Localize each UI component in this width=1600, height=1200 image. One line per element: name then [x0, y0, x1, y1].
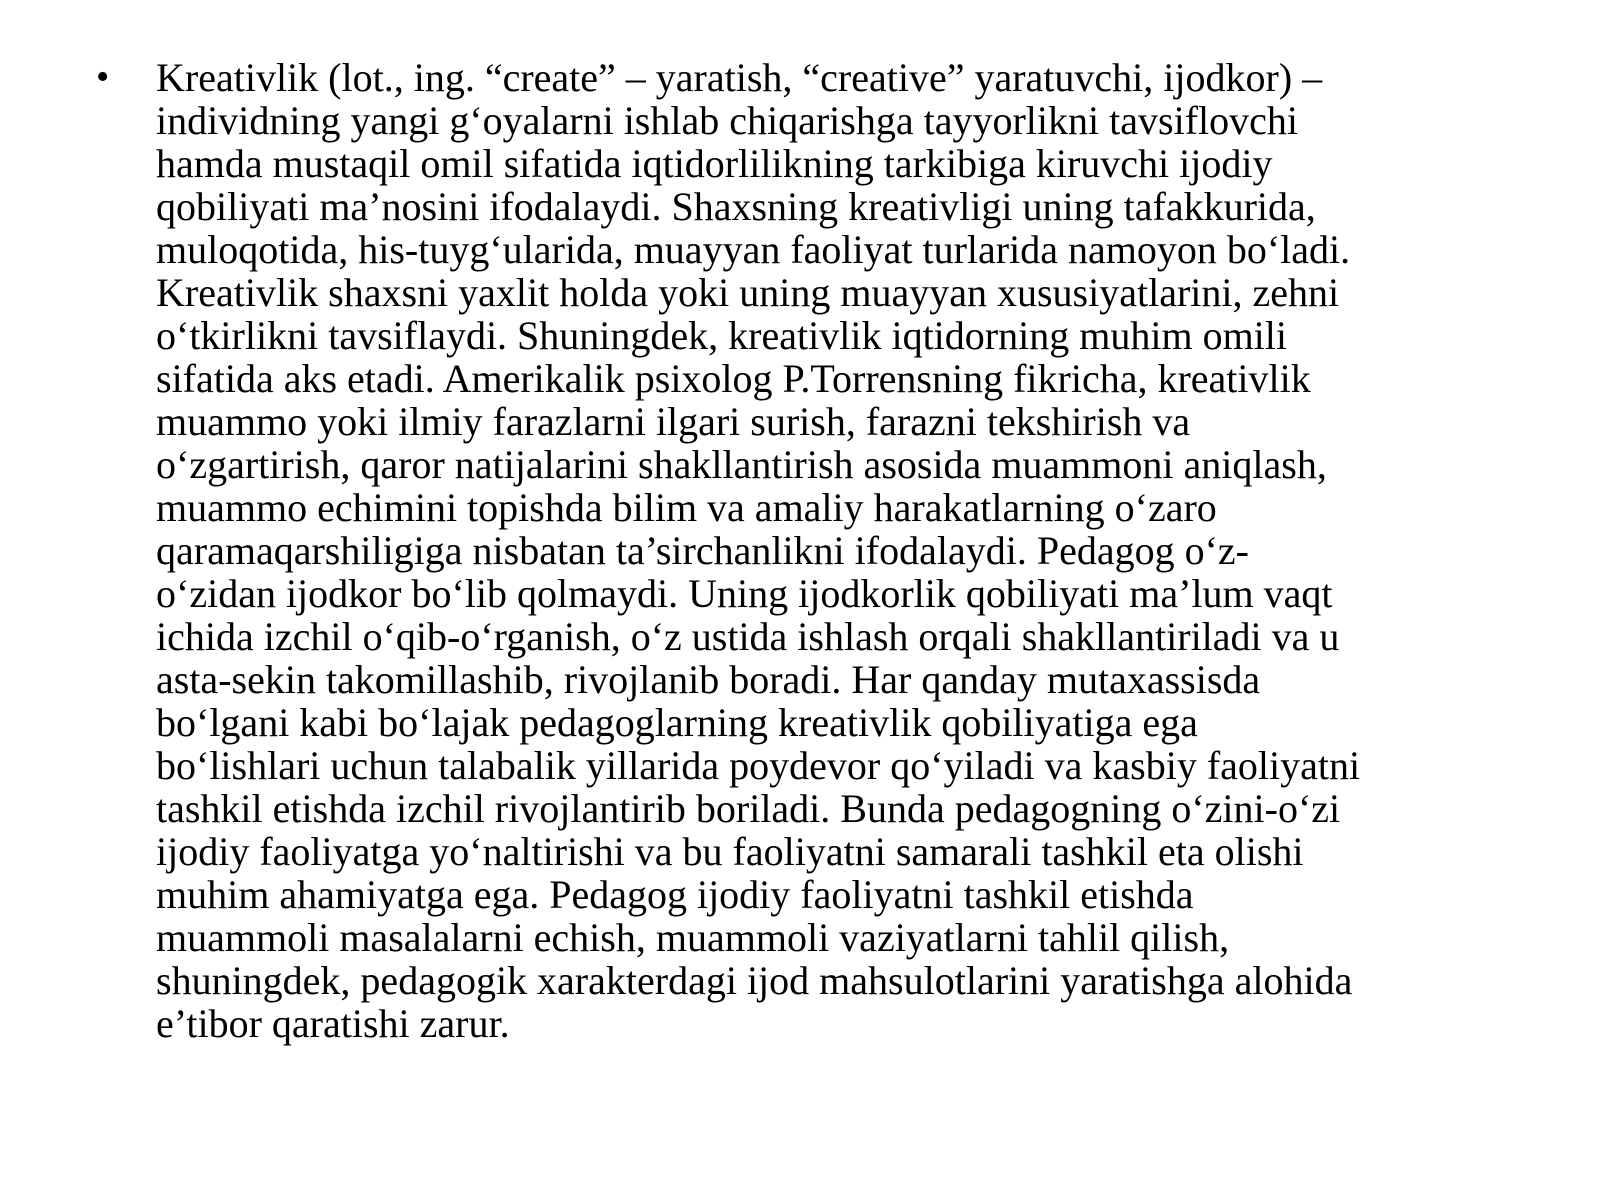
paragraph-line: individning yangi g‘oyalarni ishlab chiqarishga tayyorlikni tavsiflovchi: [156, 98, 1298, 143]
paragraph-line: ijodiy faoliyatga yo‘naltirishi va bu faoliyatni samarali tashkil eta olishi: [156, 829, 1304, 874]
paragraph-line: bo‘lishlari uchun talabalik yillarida poydevor qo‘yiladi va kasbiy faoliyatni: [156, 743, 1361, 788]
paragraph-line: Kreativlik shaxsni yaxlit holda yoki uning muayyan xususiyatlarini, zehni: [156, 270, 1340, 315]
paragraph-line: muloqotida, his-tuyg‘ularida, muayyan faoliyat turlarida namoyon bo‘ladi.: [156, 227, 1351, 272]
paragraph-line: muammo echimini topishda bilim va amaliy harakatlarning o‘zaro: [156, 485, 1217, 530]
bullet-item: [90, 56, 1510, 1045]
paragraph-line: ichida izchil o‘qib-o‘rganish, o‘z ustida ishlash orqali shakllantiriladi va u: [156, 614, 1340, 659]
paragraph-line: qaramaqarshiligiga nisbatan ta’sirchanlikni ifodalaydi. Pedagog o‘z-: [156, 528, 1249, 573]
bullet-marker: •: [96, 56, 110, 98]
paragraph-line: shuningdek, pedagogik xarakterdagi ijod mahsulotlarini yaratishga alohida: [156, 958, 1353, 1003]
paragraph-line: Kreativlik (lot., ing. “create” – yaratish, “creative” yaratuvchi, ijodkor) –: [156, 55, 1323, 100]
paragraph-line: bo‘lgani kabi bo‘lajak pedagoglarning kreativlik qobiliyatiga ega: [156, 700, 1198, 745]
paragraph-line: o‘zidan ijodkor bo‘lib qolmaydi. Uning ijodkorlik qobiliyati ma’lum vaqt: [156, 571, 1333, 616]
paragraph-line: muammoli masalalarni echish, muammoli vaziyatlarni tahlil qilish,: [156, 915, 1230, 960]
paragraph-text: [156, 56, 1510, 1045]
paragraph-line: hamda mustaqil omil sifatida iqtidorlilikning tarkibiga kiruvchi ijodiy: [156, 141, 1273, 186]
paragraph-line: asta-sekin takomillashib, rivojlanib boradi. Har qanday mutaxassisda: [156, 657, 1261, 702]
paragraph-line: sifatida aks etadi. Amerikalik psixolog P.Torrensning fikricha, kreativlik: [156, 356, 1311, 401]
paragraph-line: e’tibor qaratishi zarur.: [156, 1001, 510, 1046]
bullet-list: [90, 56, 1510, 1045]
paragraph-line: muhim ahamiyatga ega. Pedagog ijodiy faoliyatni tashkil etishda: [156, 872, 1194, 917]
paragraph-line: muammo yoki ilmiy farazlarni ilgari surish, farazni tekshirish va: [156, 399, 1191, 444]
paragraph-line: qobiliyati ma’nosini ifodalaydi. Shaxsning kreativligi uning tafakkurida,: [156, 184, 1316, 229]
paragraph-line: tashkil etishda izchil rivojlantirib boriladi. Bunda pedagogning o‘zini-o‘zi: [156, 786, 1341, 831]
paragraph-line: o‘zgartirish, qaror natijalarini shakllantirish asosida muammoni aniqlash,: [156, 442, 1327, 487]
paragraph-line: o‘tkirlikni tavsiflaydi. Shuningdek, kreativlik iqtidorning muhim omili: [156, 313, 1288, 358]
